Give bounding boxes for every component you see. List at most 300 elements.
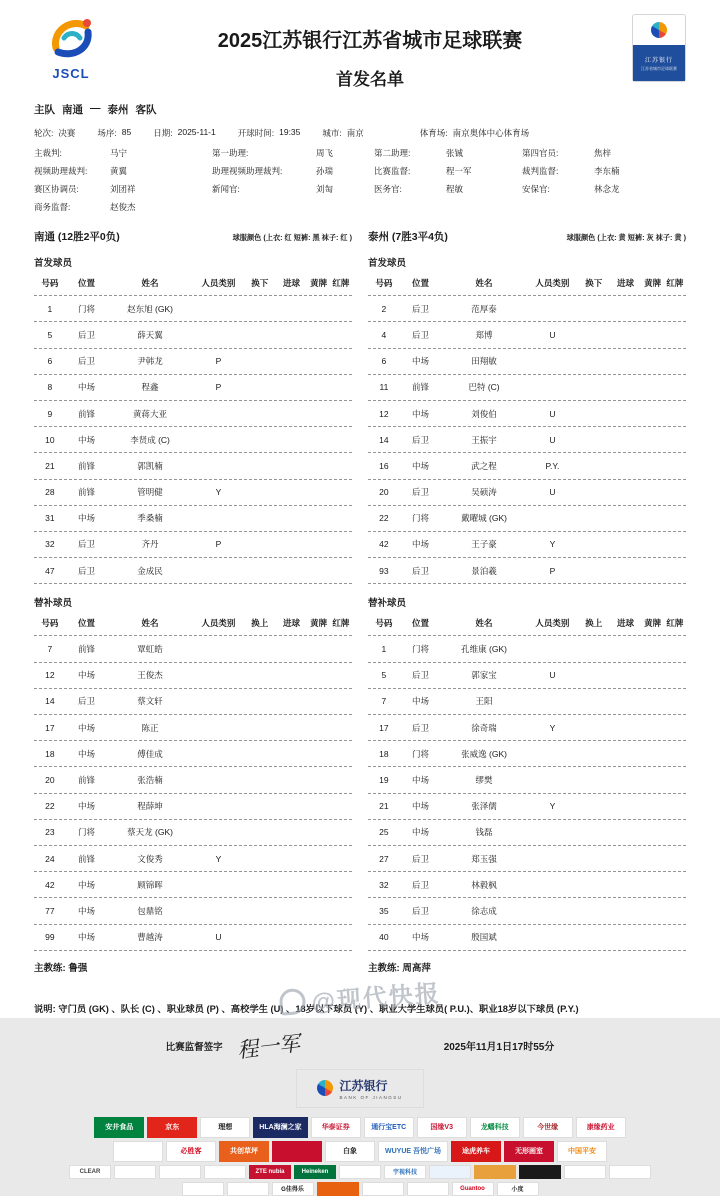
col-header: 换下 [585,277,603,288]
player-name: 金成民 [137,565,163,576]
player-position: 后卫 [77,696,95,707]
player-row [34,689,352,715]
player-position: 中场 [77,932,95,943]
official-cell [34,183,212,195]
player-position: 中场 [77,722,95,733]
player-position: 中场 [77,513,95,524]
player-name: 缪樊 [475,774,493,785]
subs-label: 替补球员 [34,598,73,610]
player-row [368,846,686,872]
player-position: 后卫 [411,434,429,445]
player-position: 前锋 [77,853,95,864]
watermark-text: @现代快报 [310,980,442,1017]
player-number: 22 [45,801,55,812]
sponsor-logo [182,1182,224,1196]
player-number: 24 [45,853,55,864]
sponsor-logo: ZTE nubia [249,1165,291,1179]
page-title: 2025江苏银行江苏省城市足球联赛 [217,30,523,52]
col-header: 姓名 [141,277,159,288]
col-header: 进球 [617,617,635,628]
player-row [34,558,352,584]
bank-badge-cn: 江苏银行 [644,57,673,64]
sponsor-logo: HLA海澜之家 [253,1117,307,1138]
sponsor-logo: 必胜客 [166,1141,216,1162]
player-row [34,349,352,375]
info-label: 城市: [322,128,342,138]
player-position: 后卫 [411,722,429,733]
player-number: 42 [379,539,389,550]
player-position: 中场 [77,382,95,393]
player-row [34,794,352,820]
sponsor-logo [204,1165,246,1179]
info-label: 场序: [97,128,117,138]
player-name: 尹韩龙 [137,356,163,367]
player-category: Y [215,487,222,498]
player-name: 范厚泰 [471,303,497,314]
player-name: 陈正 [141,722,159,733]
coach-line [34,960,352,974]
player-name: 景泊羲 [471,565,497,576]
col-header: 红牌 [666,617,684,628]
col-header: 姓名 [141,617,159,628]
player-row [368,558,686,584]
player-category: U [549,670,556,681]
player-position: 门将 [411,513,429,524]
official-value: 周飞 [316,148,334,158]
info-value: 南京 [346,128,364,138]
match-info-item [34,127,75,139]
sponsor-logo [429,1165,471,1179]
player-name: 程薛坤 [137,801,163,812]
official-label: 比赛监督: [374,166,411,176]
official-value: 张铖 [446,148,464,158]
col-header: 号码 [375,277,393,288]
player-position: 门将 [411,748,429,759]
table-header-row [34,610,352,636]
player-row [34,401,352,427]
away-team-column [368,229,686,974]
player-row [368,663,686,689]
player-position: 后卫 [411,853,429,864]
player-row [34,663,352,689]
sponsor-logo: 华泰证券 [311,1117,361,1138]
teams-line [0,102,720,117]
info-label: 开球时间: [237,128,275,138]
player-row [368,453,686,479]
info-value: 85 [121,127,132,137]
bank-badge [632,14,686,82]
player-row [368,689,686,715]
player-position: 前锋 [411,382,429,393]
player-row [368,872,686,898]
col-header: 位置 [411,277,429,288]
official-cell [374,165,522,177]
player-category: Y [215,853,222,864]
player-name: 钱磊 [475,827,493,838]
players-table [34,610,352,950]
player-position: 中场 [411,932,429,943]
player-row [368,506,686,532]
player-name: 徐奇瑞 [471,722,497,733]
team-kit: 球服颜色 (上衣: 红 短裤: 黑 袜子: 红 ) [232,233,352,242]
info-value: 决赛 [58,128,76,138]
player-row [34,925,352,951]
player-row [368,401,686,427]
sponsor-logo [564,1165,606,1179]
info-value: 2025-11-1 [177,127,216,137]
player-number: 31 [45,513,55,524]
sponsor-logo: 途虎养车 [451,1141,501,1162]
official-cell [212,165,374,177]
player-number: 42 [45,879,55,890]
player-name: 文俊秀 [137,853,163,864]
official-cell [212,183,374,195]
player-number: 27 [379,853,389,864]
player-number: 16 [379,460,389,471]
sponsor-logo: 宇视科技 [384,1165,426,1179]
player-row [368,794,686,820]
player-category: U [549,329,556,340]
signature-label: 比赛监督签字 [165,1041,223,1053]
starters-label: 首发球员 [368,258,407,269]
coach-name: 周高萍 [402,962,431,974]
player-number: 1 [381,644,387,655]
title-block [108,14,632,90]
player-name: 田翔敏 [471,356,497,367]
official-cell [522,147,686,159]
info-value: 南京奥体中心体育场 [452,128,530,138]
player-position: 中场 [411,539,429,550]
col-header: 姓名 [475,277,493,288]
home-label: 主队 [34,104,55,116]
player-row [34,820,352,846]
sponsor-logo: 通行宝ETC [364,1117,414,1138]
player-position: 中场 [77,434,95,445]
player-number: 20 [45,774,55,785]
sponsor-logo [159,1165,201,1179]
sponsor-logo [519,1165,561,1179]
coach-line [368,960,686,974]
player-number: 21 [45,460,55,471]
col-header: 红牌 [332,277,350,288]
info-label: 日期: [153,128,173,138]
player-position: 后卫 [411,303,429,314]
player-number: 99 [45,932,55,943]
col-header: 号码 [41,277,59,288]
player-position: 后卫 [411,879,429,890]
player-position: 中场 [411,774,429,785]
player-position: 中场 [411,460,429,471]
supervisor-signature: 程一军 [235,1030,302,1063]
player-number: 14 [45,696,55,707]
player-position: 前锋 [77,487,95,498]
player-row [34,898,352,924]
player-position: 后卫 [411,565,429,576]
sponsor-row [0,1141,720,1162]
sponsor-logo [113,1141,163,1162]
col-header: 人员类别 [535,617,570,628]
player-name: 蔡天龙 (GK) [127,827,173,838]
player-name: 程鑫 [141,382,159,393]
official-label: 第一助理: [212,148,249,158]
official-cell [212,201,374,213]
player-row [368,715,686,741]
sponsor-logo: 中国平安 [557,1141,607,1162]
players-table [368,610,686,950]
player-number: 47 [45,565,55,576]
player-number: 20 [379,487,389,498]
player-number: 19 [379,774,389,785]
official-label: 医务官: [374,184,402,194]
col-header: 号码 [375,617,393,628]
bank-name-en: BANK OF JIANGSU [339,1094,403,1100]
team-name: 南通 (12胜2平0负) [34,231,120,243]
player-name: 赵东旭 (GK) [127,303,173,314]
sponsor-logo: 国缘V3 [417,1117,467,1138]
player-position: 门将 [77,827,95,838]
player-name: 郑博 [475,329,493,340]
player-row [368,636,686,662]
player-name: 顾锦晖 [137,879,163,890]
info-value: 19:35 [279,127,301,137]
player-position: 前锋 [77,644,95,655]
player-name: 郑玉强 [471,853,497,864]
player-row [34,636,352,662]
player-position: 中场 [77,879,95,890]
team-header [34,229,352,244]
player-number: 32 [379,879,389,890]
player-name: 包鼎铭 [137,905,163,916]
player-category: Y [549,539,556,550]
sponsor-logo [317,1182,359,1196]
player-row [34,767,352,793]
match-info-item [153,127,216,139]
player-name: 李贤成 (C) [130,434,170,445]
sponsor-logo: 理想 [200,1117,250,1138]
sponsor-logo: 康缘药业 [576,1117,626,1138]
signature-datetime: 2025年11月1日17时55分 [443,1042,555,1054]
player-name: 巴特 (C) [468,382,500,393]
player-row [368,925,686,951]
col-header: 人员类别 [201,277,236,288]
player-number: 6 [47,356,53,367]
col-header: 进球 [283,617,301,628]
officials-grid [0,147,720,213]
sponsor-logo: CLEAR [69,1165,111,1179]
player-position: 中场 [77,748,95,759]
player-name: 孔维康 (GK) [461,644,507,655]
coach-label: 主教练: [34,962,69,974]
info-label: 体育场: [419,128,448,138]
player-category: U [549,487,556,498]
official-cell [522,165,686,177]
player-position: 后卫 [411,670,429,681]
player-row [368,480,686,506]
match-info-line [0,127,720,139]
player-name: 王振宇 [471,434,497,445]
home-team-column [34,229,352,974]
sponsor-logo [227,1182,269,1196]
col-header: 黄牌 [644,617,662,628]
bank-badge-panel [633,45,685,81]
player-row [34,480,352,506]
league-logo [34,14,108,81]
player-row [34,872,352,898]
players-table [34,270,352,584]
sponsor-row [0,1165,720,1179]
player-name: 曹越涛 [137,932,163,943]
jscl-logo-icon [42,14,100,60]
player-row [34,296,352,322]
player-category: U [215,932,222,943]
player-name: 黄蒋大亚 [133,408,168,419]
sponsor-logo [339,1165,381,1179]
player-row [34,846,352,872]
official-label: 第四官员: [522,148,559,158]
bank-name-cn: 江苏银行 [339,1078,388,1093]
official-cell [374,201,522,213]
player-position: 前锋 [77,408,95,419]
sponsor-row [0,1182,720,1196]
official-cell [34,147,212,159]
bank-logo-icon [317,1080,333,1096]
player-position: 前锋 [77,774,95,785]
official-label: 主裁判: [34,148,62,158]
official-cell [34,201,212,213]
player-number: 22 [379,513,389,524]
player-category: P [215,356,222,367]
player-number: 5 [47,329,53,340]
player-row [34,427,352,453]
sponsor-logo [609,1165,651,1179]
sponsor-logo: 京东 [147,1117,197,1138]
col-header: 号码 [41,617,59,628]
col-header: 换上 [251,617,269,628]
col-header: 位置 [411,617,429,628]
player-name: 林毅枫 [471,879,497,890]
player-name: 傅佳成 [137,748,163,759]
official-cell [374,147,522,159]
player-row [368,820,686,846]
player-row [34,375,352,401]
signature-row [0,1031,720,1061]
player-name: 刘俊伯 [471,408,497,419]
sponsor-row [0,1117,720,1138]
sponsor-logo: Guantoo [452,1182,494,1196]
official-cell [374,183,522,195]
team-kit: 球服颜色 (上衣: 黄 短裤: 灰 袜子: 黄 ) [566,233,686,242]
match-info-item [420,127,529,139]
player-name: 管明健 [137,487,163,498]
official-label: 商务监督: [34,202,71,212]
player-number: 7 [381,696,387,707]
player-name: 齐丹 [141,539,159,550]
player-number: 1 [47,303,53,314]
player-name: 蔡文轩 [137,696,163,707]
player-category: P [549,565,556,576]
player-position: 中场 [411,696,429,707]
official-value: 孙瑞 [316,166,334,176]
player-number: 21 [379,801,389,812]
player-position: 后卫 [411,487,429,498]
players-table [368,270,686,584]
col-header: 黄牌 [310,277,328,288]
player-position: 门将 [77,303,95,314]
match-info-item [97,127,131,139]
official-value: 刘匋 [316,184,334,194]
dash: — [90,102,101,114]
official-label: 裁判监督: [522,166,559,176]
official-label: 新闻官: [212,184,240,194]
player-number: 40 [379,932,389,943]
player-category: U [549,434,556,445]
player-number: 5 [381,670,387,681]
official-value: 林念龙 [594,184,620,194]
player-number: 7 [47,644,53,655]
player-position: 后卫 [77,565,95,576]
official-label: 赛区协调员: [34,184,79,194]
official-value: 程敏 [446,184,464,194]
player-row [34,322,352,348]
official-value: 焦梓 [594,148,612,158]
col-header: 换上 [585,617,603,628]
player-name: 郭凯楠 [137,460,163,471]
player-position: 中场 [77,905,95,916]
sponsor-logo: WUYUE 吾悦广场 [378,1141,448,1162]
player-position: 后卫 [77,329,95,340]
official-cell [522,201,686,213]
player-row [34,453,352,479]
player-name: 覃虹皓 [137,644,163,655]
sponsor-logo [407,1182,449,1196]
player-row [34,715,352,741]
player-row [368,296,686,322]
player-number: 4 [381,329,387,340]
player-position: 中场 [77,670,95,681]
player-name: 季桑楠 [137,513,163,524]
col-header: 位置 [77,277,95,288]
match-info-item [322,127,363,139]
official-value: 程一军 [446,166,472,176]
player-name: 殷国斌 [471,932,497,943]
player-name: 郭家宝 [471,670,497,681]
sponsor-logo: 小度 [497,1182,539,1196]
player-name: 张泽儒 [471,801,497,812]
official-label: 安保官: [522,184,550,194]
player-number: 18 [45,748,55,759]
player-row [34,532,352,558]
sponsor-logo: 共创草坪 [219,1141,269,1162]
player-row [368,767,686,793]
official-label: 视频助理裁判: [34,166,88,176]
player-number: 12 [379,408,389,419]
sponsor-logo: 龙蟠科技 [470,1117,520,1138]
col-header: 黄牌 [644,277,662,288]
player-row [368,375,686,401]
sponsor-logo: 今世缘 [523,1117,573,1138]
player-category: Y [549,801,556,812]
player-position: 中场 [77,801,95,812]
bank-logo-footer [296,1069,424,1108]
home-team: 南通 [62,104,83,116]
player-position: 中场 [411,801,429,812]
player-category: P [215,539,222,550]
player-number: 10 [45,434,55,445]
col-header: 红牌 [332,617,350,628]
page-header [0,0,720,90]
player-category: U [549,408,556,419]
col-header: 红牌 [666,277,684,288]
